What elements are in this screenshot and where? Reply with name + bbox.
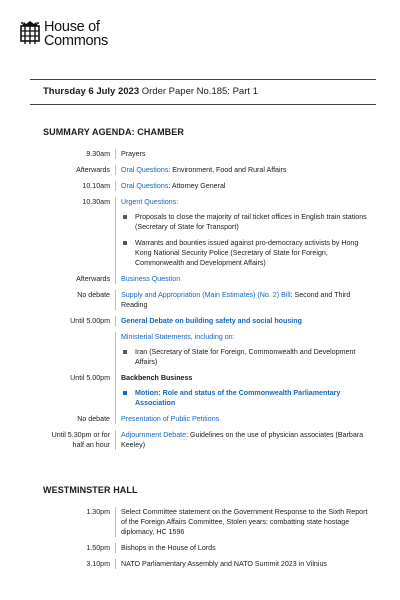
agenda-row (43, 147, 373, 165)
agenda-item (115, 430, 373, 450)
ministerial-statements-link[interactable]: Ministerial Statements, including on: (121, 333, 235, 341)
bullet-icon (123, 241, 127, 245)
agenda-time-line-1: Until 5.30pm or for (51, 431, 110, 439)
agenda-time: 1.30pm (86, 508, 110, 516)
bullet-icon (123, 215, 127, 219)
general-debate-link[interactable]: General Debate on building safety and social housing (115, 316, 373, 326)
urgent-questions-link[interactable]: Urgent Questions (121, 198, 177, 206)
agenda-row (43, 559, 373, 569)
agenda-row (43, 197, 373, 274)
agenda-item: Bishops in the House of Lords (115, 543, 373, 553)
agenda-time: 3.10pm (86, 560, 110, 568)
agenda-time: Until 5.00pm (70, 374, 110, 382)
agenda-item-text: : (176, 198, 179, 206)
bullet-text: Warrants and bounties issued against pro-democracy activists by Hong Kong National Security Police (Secretary of State for Foreign, Commonwealth and Development Affairs) (135, 239, 359, 267)
agenda-time (43, 430, 115, 450)
agenda-time (43, 332, 115, 373)
agenda-item (115, 414, 373, 424)
portcullis-icon (20, 20, 40, 46)
agenda-row (43, 543, 373, 559)
agenda-item (115, 290, 373, 310)
bullet-item (123, 212, 369, 238)
bullet-text: Proposals to close the majority of rail ticket offices in English train stations (Secretary of State for Transport) (135, 213, 367, 231)
agenda-row (43, 181, 373, 197)
agenda-time: Afterwards (76, 166, 110, 174)
divider-bottom (30, 104, 376, 105)
agenda-row (43, 414, 373, 430)
agenda-item-text: : Guidelines on the use of physician associates (Barbara Keeley) (121, 431, 364, 449)
agenda-row (43, 274, 373, 290)
oral-questions-link[interactable]: Oral Questions (121, 166, 169, 174)
order-paper-number: Order Paper No.185: Part 1 (139, 86, 258, 97)
public-petitions-link[interactable]: Presentation of Public Petitions (121, 415, 220, 423)
agenda-time: 10.30am (82, 198, 110, 206)
agenda-row (43, 316, 373, 332)
agenda-row (43, 332, 373, 373)
chamber-heading: SUMMARY AGENDA: CHAMBER (43, 127, 184, 137)
agenda-item-text: : Attorney General (168, 182, 226, 190)
agenda-item: NATO Parliamentary Assembly and NATO Summit 2023 in Vilnius (115, 559, 373, 569)
agenda-item (115, 373, 373, 414)
agenda-time: 1.50pm (86, 544, 110, 552)
agenda-item (115, 274, 373, 284)
agenda-time: 9.30am (86, 150, 110, 158)
adjournment-debate-link[interactable]: Adjournment Debate (121, 431, 187, 439)
agenda-time: No debate (77, 291, 110, 299)
agenda-item (115, 197, 373, 274)
agenda-item (115, 165, 373, 175)
supply-bill-link[interactable]: Supply and Appropriation (Main Estimates) (No. 2) Bill (121, 291, 291, 299)
westminster-hall-agenda (43, 507, 373, 569)
order-paper-title (43, 86, 258, 97)
agenda-row (43, 290, 373, 316)
agenda-row (43, 373, 373, 414)
agenda-item (115, 181, 373, 191)
agenda-item: Prayers (115, 149, 373, 159)
backbench-business-label: Backbench Business (121, 374, 193, 382)
chamber-agenda (43, 147, 373, 450)
logo-line-2: Commons (44, 33, 108, 49)
agenda-time: Afterwards (76, 275, 110, 283)
bullet-item (123, 388, 369, 414)
agenda-time: 10.10am (82, 182, 110, 190)
commonwealth-motion-link[interactable]: Motion: Role and status of the Commonwealth Parliamentary Association (135, 389, 341, 407)
agenda-item-text: : Environment, Food and Rural Affairs (168, 166, 287, 174)
bullet-icon (123, 350, 127, 354)
agenda-row (43, 507, 373, 543)
agenda-row (43, 430, 373, 450)
bullet-item (123, 347, 369, 373)
agenda-item (115, 332, 373, 373)
bullet-icon (123, 391, 127, 395)
house-of-commons-logo (20, 20, 108, 48)
westminster-hall-heading: WESTMINSTER HALL (43, 485, 138, 495)
agenda-item: Select Committee statement on the Government Response to the Sixth Report of the Foreign Affairs Committee, Stolen years: combatting state hostage diplomacy, HC 1596 (115, 507, 373, 537)
order-paper-date: Thursday 6 July 2023 (43, 86, 140, 97)
agenda-time: No debate (77, 415, 110, 423)
agenda-item-text: : Second and Third Reading (121, 291, 351, 309)
bullet-text: Iran (Secretary of State for Foreign, Commonwealth and Development Affairs) (135, 348, 356, 366)
oral-questions-link[interactable]: Oral Questions (121, 182, 169, 190)
agenda-row (43, 165, 373, 181)
business-question-link[interactable]: Business Question (121, 275, 181, 283)
agenda-time-line-2: half an hour (72, 441, 110, 449)
bullet-item (123, 238, 369, 274)
divider-top (30, 79, 376, 80)
agenda-time: Until 5.00pm (70, 317, 110, 325)
logo-line-1: House of (44, 19, 100, 35)
